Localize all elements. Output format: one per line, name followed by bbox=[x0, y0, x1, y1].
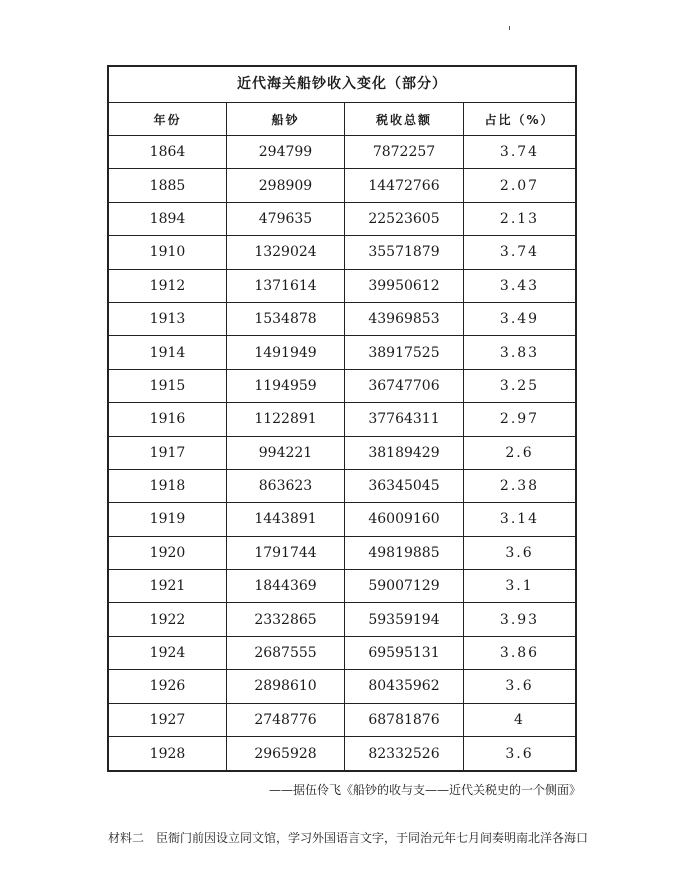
cell-total-revenue: 68781876 bbox=[345, 704, 464, 736]
cell-percentage: 3.1 bbox=[505, 578, 534, 595]
cell-tonnage-dues: 479635 bbox=[227, 203, 345, 235]
cell-tonnage-dues: 2748776 bbox=[227, 704, 345, 736]
cell-percentage: 3.83 bbox=[499, 344, 540, 361]
cell-total-revenue: 37764311 bbox=[345, 403, 464, 435]
table-title: 近代海关船钞收入变化（部分） bbox=[109, 67, 575, 103]
cell-total-revenue: 22523605 bbox=[345, 203, 464, 235]
cell-tonnage-dues: 1371614 bbox=[227, 270, 345, 302]
table-row bbox=[109, 570, 575, 603]
scan-mark bbox=[509, 26, 510, 30]
table-row bbox=[109, 537, 575, 570]
cell-total-revenue: 49819885 bbox=[345, 537, 464, 569]
cell-tonnage-dues: 2965928 bbox=[227, 737, 345, 770]
cell-percentage: 2.6 bbox=[505, 444, 534, 461]
cell-total-revenue: 38917525 bbox=[345, 336, 464, 368]
cell-percentage: 3.93 bbox=[499, 611, 540, 628]
cell-total-revenue: 36345045 bbox=[345, 470, 464, 502]
cell-year: 1920 bbox=[109, 537, 227, 569]
table-row bbox=[109, 737, 575, 770]
cell-total-revenue: 59007129 bbox=[345, 570, 464, 602]
table-row bbox=[109, 470, 575, 503]
cell-percentage: 2.07 bbox=[499, 177, 540, 194]
header-total-revenue: 税收总额 bbox=[345, 103, 464, 135]
cell-percentage: 3.25 bbox=[499, 377, 540, 394]
cell-year: 1924 bbox=[109, 637, 227, 669]
cell-total-revenue: 39950612 bbox=[345, 270, 464, 302]
cell-year: 1917 bbox=[109, 437, 227, 469]
cell-total-revenue: 59359194 bbox=[345, 603, 464, 635]
table-body bbox=[109, 136, 575, 770]
header-year: 年份 bbox=[109, 103, 227, 135]
cell-tonnage-dues: 1491949 bbox=[227, 336, 345, 368]
table-row bbox=[109, 637, 575, 670]
cell-tonnage-dues: 1329024 bbox=[227, 236, 345, 268]
cell-total-revenue: 14472766 bbox=[345, 169, 464, 201]
cell-total-revenue: 46009160 bbox=[345, 503, 464, 535]
table-row bbox=[109, 270, 575, 303]
cell-year: 1928 bbox=[109, 737, 227, 770]
cell-year: 1918 bbox=[109, 470, 227, 502]
cell-tonnage-dues: 1844369 bbox=[227, 570, 345, 602]
cell-total-revenue: 43969853 bbox=[345, 303, 464, 335]
table-row bbox=[109, 203, 575, 236]
cell-tonnage-dues: 1194959 bbox=[227, 370, 345, 402]
cell-percentage: 4 bbox=[514, 711, 525, 728]
cell-percentage: 2.97 bbox=[499, 411, 540, 428]
cell-percentage: 3.43 bbox=[499, 277, 540, 294]
material-two-text: 材料二 臣衙门前因设立同文馆，学习外国语言文字，于同治元年七月间奏明南北洋各海口 bbox=[108, 831, 589, 845]
cell-tonnage-dues: 1534878 bbox=[227, 303, 345, 335]
cell-tonnage-dues: 2898610 bbox=[227, 670, 345, 702]
table-row bbox=[109, 437, 575, 470]
cell-year: 1921 bbox=[109, 570, 227, 602]
cell-total-revenue: 69595131 bbox=[345, 637, 464, 669]
cell-year: 1912 bbox=[109, 270, 227, 302]
cell-percentage: 3.6 bbox=[505, 678, 534, 695]
cell-year: 1914 bbox=[109, 336, 227, 368]
cell-percentage: 3.86 bbox=[499, 645, 540, 662]
table-row bbox=[109, 603, 575, 636]
cell-year: 1915 bbox=[109, 370, 227, 402]
table-row bbox=[109, 303, 575, 336]
table-row bbox=[109, 236, 575, 269]
cell-tonnage-dues: 2687555 bbox=[227, 637, 345, 669]
source-citation: ——据伍伶飞《船钞的收与支——近代关税史的一个侧面》 bbox=[268, 783, 581, 797]
cell-percentage: 3.14 bbox=[499, 511, 540, 528]
cell-year: 1916 bbox=[109, 403, 227, 435]
table-row bbox=[109, 169, 575, 202]
data-table bbox=[107, 65, 577, 772]
cell-tonnage-dues: 1791744 bbox=[227, 537, 345, 569]
cell-year: 1919 bbox=[109, 503, 227, 535]
table-header-row bbox=[109, 103, 575, 136]
cell-year: 1910 bbox=[109, 236, 227, 268]
table-row bbox=[109, 503, 575, 536]
cell-year: 1926 bbox=[109, 670, 227, 702]
cell-year: 1913 bbox=[109, 303, 227, 335]
table-row bbox=[109, 136, 575, 169]
table-row bbox=[109, 704, 575, 737]
cell-total-revenue: 38189429 bbox=[345, 437, 464, 469]
cell-percentage: 2.38 bbox=[499, 478, 540, 495]
cell-total-revenue: 80435962 bbox=[345, 670, 464, 702]
cell-year: 1885 bbox=[109, 169, 227, 201]
cell-tonnage-dues: 994221 bbox=[227, 437, 345, 469]
cell-tonnage-dues: 298909 bbox=[227, 169, 345, 201]
cell-tonnage-dues: 294799 bbox=[227, 136, 345, 168]
cell-year: 1927 bbox=[109, 704, 227, 736]
cell-year: 1922 bbox=[109, 603, 227, 635]
cell-tonnage-dues: 2332865 bbox=[227, 603, 345, 635]
cell-percentage: 3.74 bbox=[499, 244, 540, 261]
cell-percentage: 3.6 bbox=[505, 544, 534, 561]
table-row bbox=[109, 670, 575, 703]
cell-year: 1894 bbox=[109, 203, 227, 235]
header-tonnage-dues: 船钞 bbox=[227, 103, 345, 135]
cell-percentage: 2.13 bbox=[499, 210, 540, 227]
cell-percentage: 3.6 bbox=[505, 745, 534, 762]
cell-tonnage-dues: 863623 bbox=[227, 470, 345, 502]
cell-total-revenue: 36747706 bbox=[345, 370, 464, 402]
header-percentage: 占比（%） bbox=[484, 112, 555, 127]
cell-total-revenue: 7872257 bbox=[345, 136, 464, 168]
cell-total-revenue: 82332526 bbox=[345, 737, 464, 770]
cell-percentage: 3.49 bbox=[499, 311, 540, 328]
table-row bbox=[109, 370, 575, 403]
table-row bbox=[109, 336, 575, 369]
cell-total-revenue: 35571879 bbox=[345, 236, 464, 268]
cell-percentage: 3.74 bbox=[499, 144, 540, 161]
cell-tonnage-dues: 1443891 bbox=[227, 503, 345, 535]
cell-tonnage-dues: 1122891 bbox=[227, 403, 345, 435]
table-row bbox=[109, 403, 575, 436]
cell-year: 1864 bbox=[109, 136, 227, 168]
